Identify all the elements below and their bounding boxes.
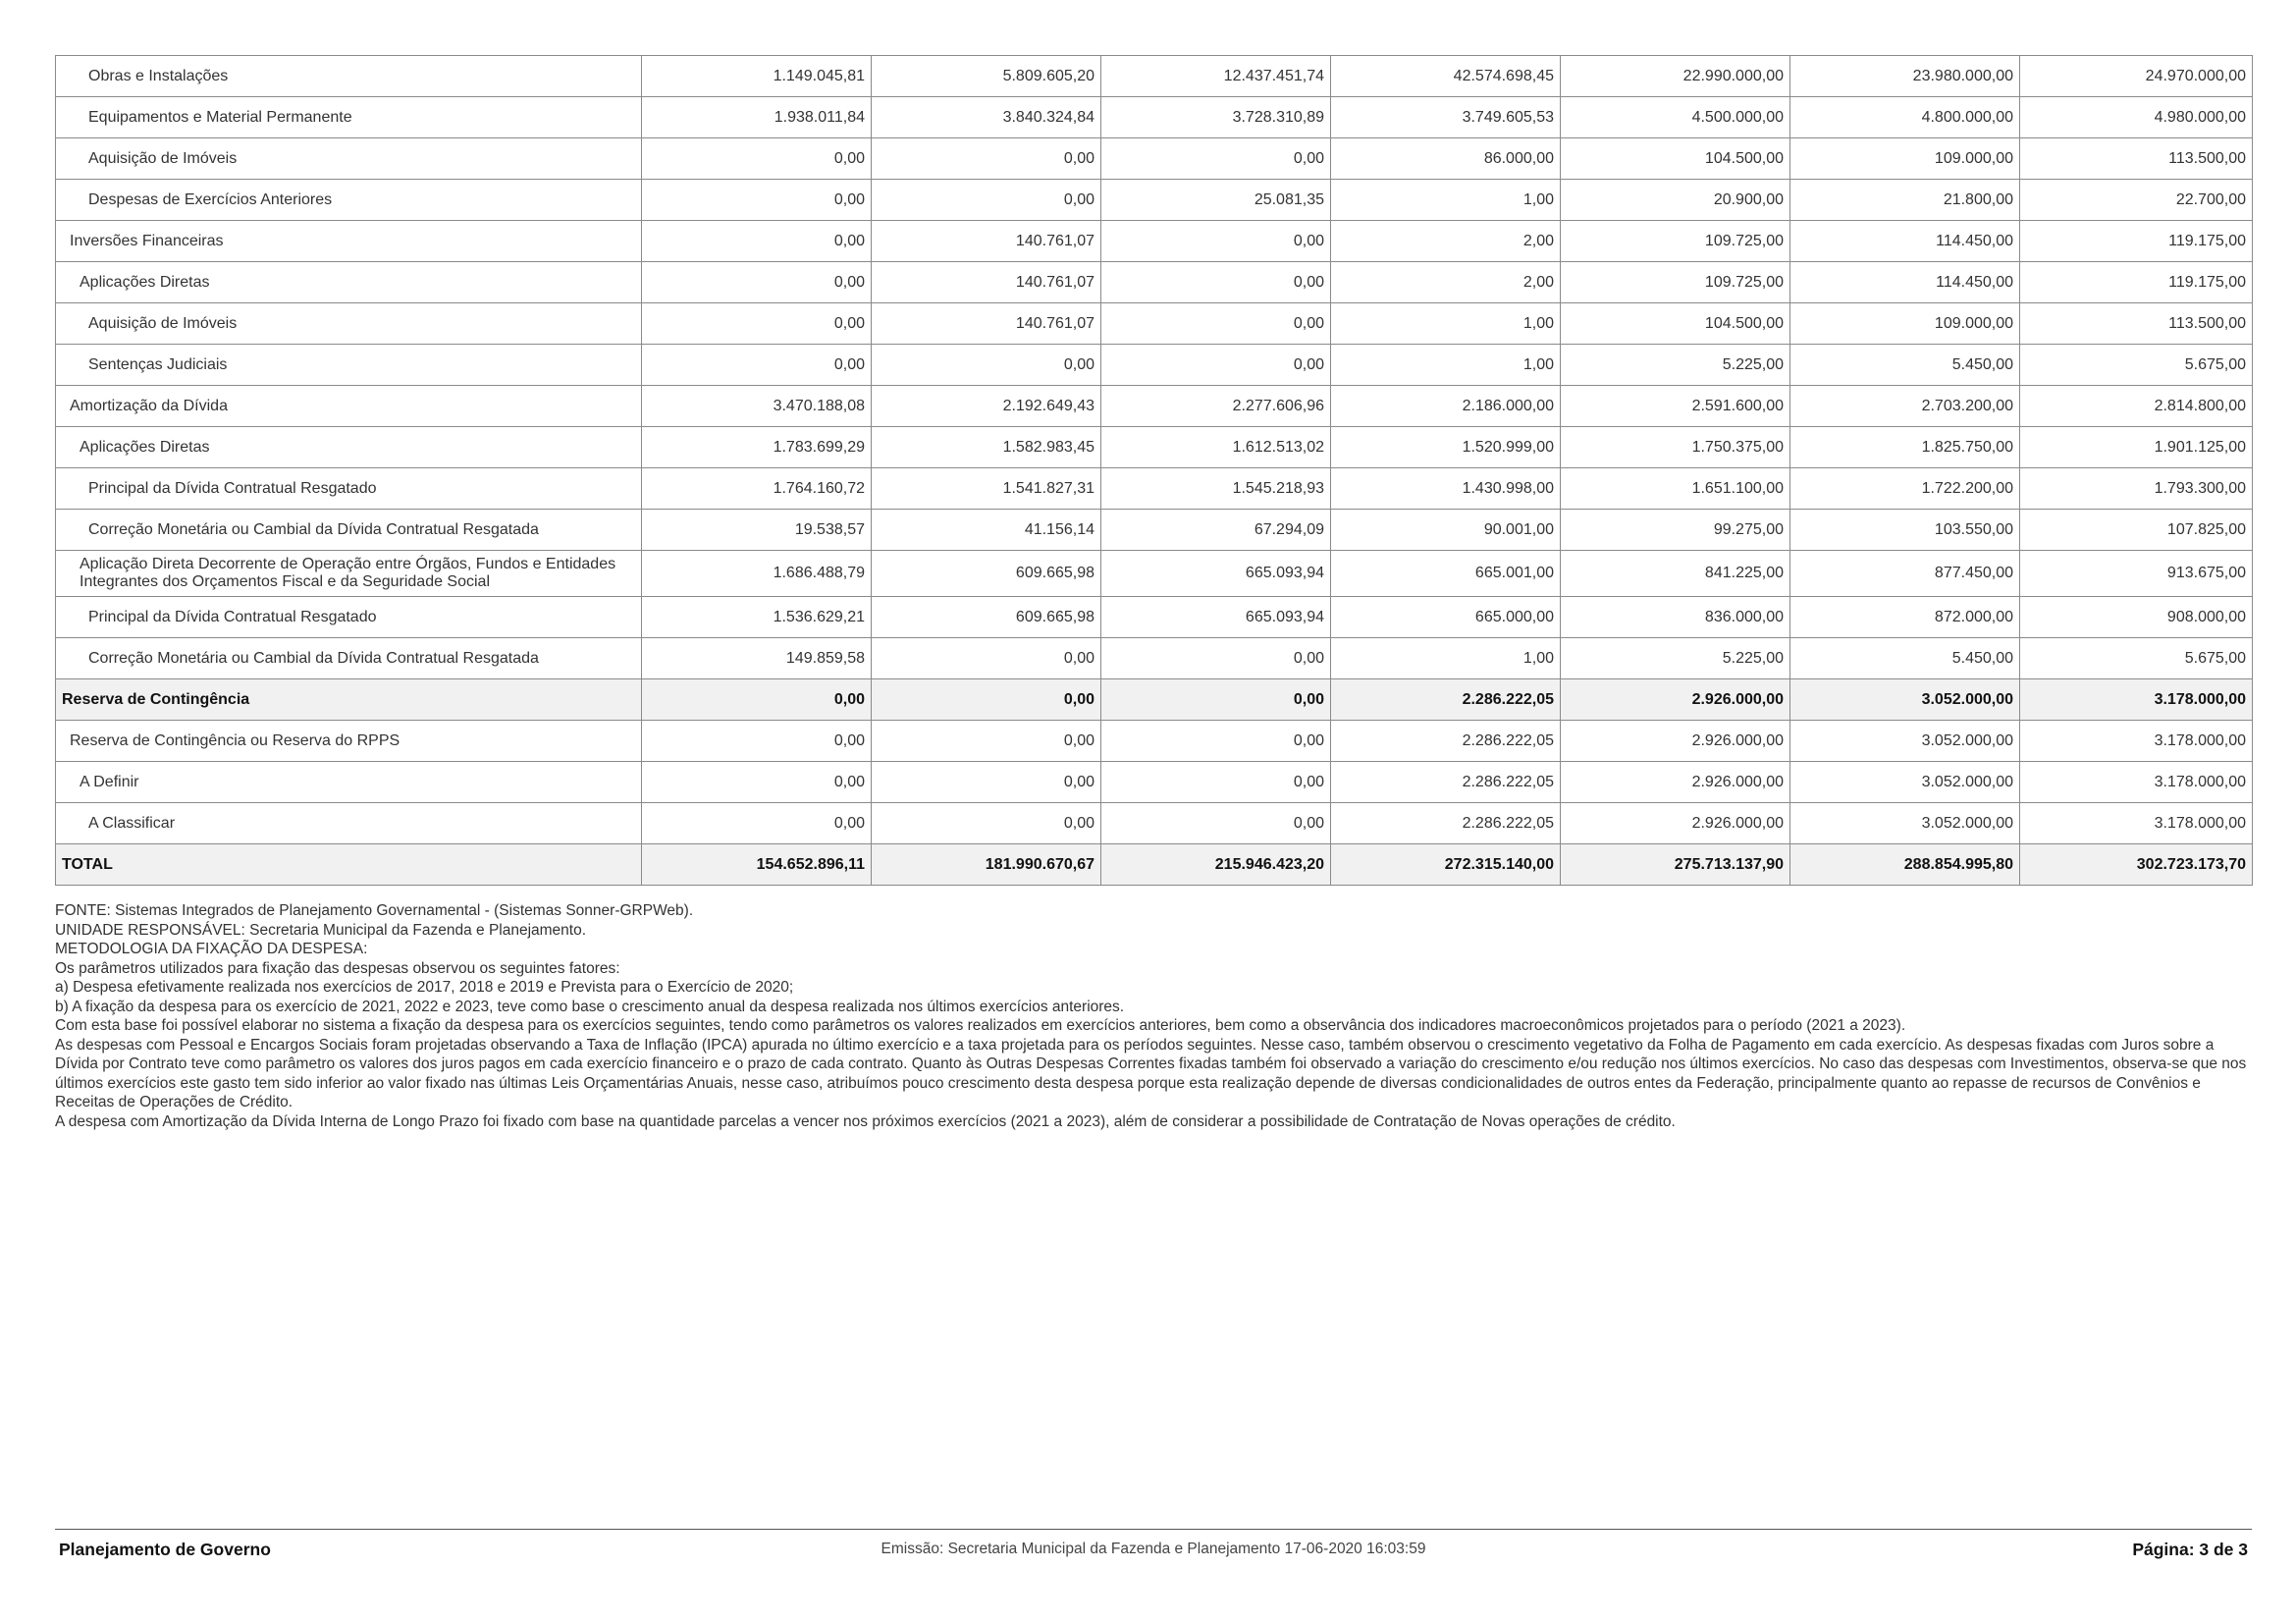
value-cell: 836.000,00	[1561, 597, 1790, 638]
table-row	[56, 221, 2253, 262]
footer-report-title: Planejamento de Governo	[59, 1540, 271, 1559]
value-cell: 2.286.222,05	[1331, 679, 1561, 721]
value-cell: 1.938.011,84	[642, 97, 872, 138]
value-cell: 1,00	[1331, 638, 1561, 679]
table-row	[56, 803, 2253, 844]
value-cell: 0,00	[642, 221, 872, 262]
row-label: Aplicação Direta Decorrente de Operação entre Órgãos, Fundos e Entidades Integrantes dos Orçamentos Fiscal e da Seguridade Social	[56, 551, 642, 597]
value-cell: 23.980.000,00	[1790, 56, 2020, 97]
value-cell: 0,00	[642, 345, 872, 386]
value-cell: 1.149.045,81	[642, 56, 872, 97]
value-cell: 0,00	[642, 180, 872, 221]
page-footer	[59, 1540, 2248, 1563]
value-cell: 0,00	[872, 638, 1101, 679]
value-cell: 1.536.629,21	[642, 597, 872, 638]
value-cell: 0,00	[642, 138, 872, 180]
value-cell: 908.000,00	[2020, 597, 2253, 638]
value-cell: 1,00	[1331, 180, 1561, 221]
row-label: A Classificar	[56, 803, 642, 844]
value-cell: 665.093,94	[1101, 551, 1331, 597]
value-cell: 12.437.451,74	[1101, 56, 1331, 97]
row-label: Correção Monetária ou Cambial da Dívida Contratual Resgatada	[56, 510, 642, 551]
value-cell: 20.900,00	[1561, 180, 1790, 221]
value-cell: 90.001,00	[1331, 510, 1561, 551]
value-cell: 0,00	[1101, 138, 1331, 180]
value-cell: 109.725,00	[1561, 221, 1790, 262]
note-line: Com esta base foi possível elaborar no sistema a fixação da despesa para os exercícios seguintes, tendo como parâmetros os valores realizados em exercícios anteriores, bem como a observância dos indicadores macroeconômicos projetados para o período (2021 a 2023).	[55, 1017, 1906, 1034]
note-line: A despesa com Amortização da Dívida Interna de Longo Prazo foi fixado com base na quantidade parcelas a vencer nos próximos exercícios (2021 a 2023), além de considerar a possibilidade de Contratação de Novas operações de crédito.	[55, 1112, 1676, 1130]
value-cell: 1.651.100,00	[1561, 468, 1790, 510]
value-cell: 665.093,94	[1101, 597, 1331, 638]
value-cell: 2.926.000,00	[1561, 803, 1790, 844]
row-label: Aplicações Diretas	[56, 427, 642, 468]
value-cell: 0,00	[1101, 262, 1331, 303]
value-cell: 107.825,00	[2020, 510, 2253, 551]
row-label: Reserva de Contingência	[56, 679, 642, 721]
value-cell: 109.000,00	[1790, 303, 2020, 345]
value-cell: 1.545.218,93	[1101, 468, 1331, 510]
footer-divider	[55, 1529, 2252, 1530]
value-cell: 5.675,00	[2020, 638, 2253, 679]
value-cell: 2.286.222,05	[1331, 762, 1561, 803]
methodology-notes	[55, 901, 2252, 1131]
value-cell: 0,00	[1101, 303, 1331, 345]
value-cell: 0,00	[642, 762, 872, 803]
value-cell: 113.500,00	[2020, 138, 2253, 180]
note-line: a) Despesa efetivamente realizada nos exercícios de 2017, 2018 e 2019 e Prevista para o Exercício de 2020;	[55, 979, 794, 996]
value-cell: 99.275,00	[1561, 510, 1790, 551]
value-cell: 0,00	[1101, 721, 1331, 762]
value-cell: 609.665,98	[872, 597, 1101, 638]
table-row	[56, 721, 2253, 762]
value-cell: 181.990.670,67	[872, 844, 1101, 886]
value-cell: 4.980.000,00	[2020, 97, 2253, 138]
value-cell: 114.450,00	[1790, 262, 2020, 303]
value-cell: 609.665,98	[872, 551, 1101, 597]
value-cell: 5.225,00	[1561, 638, 1790, 679]
value-cell: 3.178.000,00	[2020, 803, 2253, 844]
value-cell: 0,00	[1101, 679, 1331, 721]
value-cell: 1.541.827,31	[872, 468, 1101, 510]
row-label: Aquisição de Imóveis	[56, 138, 642, 180]
footer-page-number: Página: 3 de 3	[2132, 1540, 2248, 1559]
value-cell: 0,00	[872, 721, 1101, 762]
table-row	[56, 551, 2253, 597]
value-cell: 4.800.000,00	[1790, 97, 2020, 138]
row-label: Despesas de Exercícios Anteriores	[56, 180, 642, 221]
value-cell: 3.728.310,89	[1101, 97, 1331, 138]
table-row	[56, 844, 2253, 886]
value-cell: 119.175,00	[2020, 221, 2253, 262]
value-cell: 109.725,00	[1561, 262, 1790, 303]
value-cell: 0,00	[872, 762, 1101, 803]
value-cell: 1.686.488,79	[642, 551, 872, 597]
value-cell: 2.277.606,96	[1101, 386, 1331, 427]
value-cell: 0,00	[1101, 345, 1331, 386]
value-cell: 5.450,00	[1790, 345, 2020, 386]
value-cell: 877.450,00	[1790, 551, 2020, 597]
value-cell: 872.000,00	[1790, 597, 2020, 638]
row-label: Aquisição de Imóveis	[56, 303, 642, 345]
note-line: Os parâmetros utilizados para fixação das despesas observou os seguintes fatores:	[55, 959, 620, 977]
value-cell: 1,00	[1331, 303, 1561, 345]
value-cell: 2.186.000,00	[1331, 386, 1561, 427]
value-cell: 2,00	[1331, 262, 1561, 303]
row-label: Equipamentos e Material Permanente	[56, 97, 642, 138]
note-line: METODOLOGIA DA FIXAÇÃO DA DESPESA:	[55, 941, 368, 957]
row-label: TOTAL	[56, 844, 642, 886]
value-cell: 86.000,00	[1331, 138, 1561, 180]
value-cell: 302.723.173,70	[2020, 844, 2253, 886]
value-cell: 140.761,07	[872, 221, 1101, 262]
value-cell: 42.574.698,45	[1331, 56, 1561, 97]
value-cell: 841.225,00	[1561, 551, 1790, 597]
value-cell: 0,00	[872, 180, 1101, 221]
value-cell: 2,00	[1331, 221, 1561, 262]
value-cell: 0,00	[872, 803, 1101, 844]
value-cell: 41.156,14	[872, 510, 1101, 551]
value-cell: 1.430.998,00	[1331, 468, 1561, 510]
footer-emission-info: Emissão: Secretaria Municipal da Fazenda e Planejamento 17-06-2020 16:03:59	[881, 1541, 1426, 1557]
value-cell: 0,00	[1101, 762, 1331, 803]
value-cell: 665.000,00	[1331, 597, 1561, 638]
note-line: UNIDADE RESPONSÁVEL: Secretaria Municipal da Fazenda e Planejamento.	[55, 921, 587, 939]
value-cell: 2.286.222,05	[1331, 803, 1561, 844]
table-row	[56, 97, 2253, 138]
value-cell: 3.178.000,00	[2020, 679, 2253, 721]
value-cell: 2.926.000,00	[1561, 721, 1790, 762]
value-cell: 25.081,35	[1101, 180, 1331, 221]
value-cell: 5.809.605,20	[872, 56, 1101, 97]
value-cell: 5.675,00	[2020, 345, 2253, 386]
value-cell: 113.500,00	[2020, 303, 2253, 345]
value-cell: 3.470.188,08	[642, 386, 872, 427]
value-cell: 140.761,07	[872, 303, 1101, 345]
note-line: As despesas com Pessoal e Encargos Sociais foram projetadas observando a Taxa de Inflação (IPCA) apurada no último exercício e a taxa projetada para os períodos seguintes. Nesse caso, também observou o crescimento vegetativo da Folha de Pagamento em cada exercício. As despesas fixadas com Juros sobre a Dívida por Contrato teve como parâmetro os valores dos juros pagos em cada exercício financeiro e o prazo de cada contrato. Quanto às Outras Despesas Correntes fixadas também foi observado a variação do crescimento e/ou redução nos últimos exercícios. No caso das despesas com Investimentos, observa-se que nos últimos exercícios este gasto tem sido inferior ao valor fixado nas últimas Leis Orçamentárias Anuais, nesse caso, atribuímos pouco crescimento desta despesa porque esta realização depende de diversas condicionalidades de outros entes da Federação, principalmente quanto ao repasse de recursos de Convênios e Receitas de Operações de Crédito.	[55, 1036, 2247, 1110]
table-row	[56, 345, 2253, 386]
value-cell: 22.700,00	[2020, 180, 2253, 221]
value-cell: 2.926.000,00	[1561, 762, 1790, 803]
value-cell: 5.450,00	[1790, 638, 2020, 679]
value-cell: 0,00	[872, 345, 1101, 386]
row-label: Principal da Dívida Contratual Resgatado	[56, 597, 642, 638]
row-label: Obras e Instalações	[56, 56, 642, 97]
value-cell: 104.500,00	[1561, 303, 1790, 345]
row-label: Aplicações Diretas	[56, 262, 642, 303]
value-cell: 3.052.000,00	[1790, 803, 2020, 844]
expense-table-body	[56, 56, 2253, 886]
value-cell: 1.901.125,00	[2020, 427, 2253, 468]
value-cell: 0,00	[642, 262, 872, 303]
value-cell: 2.591.600,00	[1561, 386, 1790, 427]
value-cell: 288.854.995,80	[1790, 844, 2020, 886]
table-row	[56, 56, 2253, 97]
value-cell: 149.859,58	[642, 638, 872, 679]
table-row	[56, 180, 2253, 221]
value-cell: 140.761,07	[872, 262, 1101, 303]
value-cell: 119.175,00	[2020, 262, 2253, 303]
value-cell: 0,00	[1101, 638, 1331, 679]
value-cell: 913.675,00	[2020, 551, 2253, 597]
note-line: FONTE: Sistemas Integrados de Planejamento Governamental - (Sistemas Sonner-GRPWeb).	[55, 902, 694, 919]
value-cell: 0,00	[642, 721, 872, 762]
value-cell: 3.178.000,00	[2020, 762, 2253, 803]
value-cell: 1.612.513,02	[1101, 427, 1331, 468]
value-cell: 0,00	[642, 303, 872, 345]
value-cell: 2.286.222,05	[1331, 721, 1561, 762]
value-cell: 5.225,00	[1561, 345, 1790, 386]
value-cell: 1.520.999,00	[1331, 427, 1561, 468]
value-cell: 0,00	[1101, 803, 1331, 844]
value-cell: 1.793.300,00	[2020, 468, 2253, 510]
value-cell: 3.052.000,00	[1790, 762, 2020, 803]
value-cell: 3.052.000,00	[1790, 721, 2020, 762]
table-row	[56, 427, 2253, 468]
value-cell: 272.315.140,00	[1331, 844, 1561, 886]
value-cell: 215.946.423,20	[1101, 844, 1331, 886]
value-cell: 103.550,00	[1790, 510, 2020, 551]
value-cell: 2.926.000,00	[1561, 679, 1790, 721]
value-cell: 21.800,00	[1790, 180, 2020, 221]
value-cell: 0,00	[642, 679, 872, 721]
value-cell: 2.703.200,00	[1790, 386, 2020, 427]
table-row	[56, 468, 2253, 510]
value-cell: 1,00	[1331, 345, 1561, 386]
value-cell: 0,00	[872, 679, 1101, 721]
value-cell: 114.450,00	[1790, 221, 2020, 262]
expense-table	[55, 55, 2253, 886]
table-row	[56, 679, 2253, 721]
table-row	[56, 303, 2253, 345]
note-line: b) A fixação da despesa para os exercício de 2021, 2022 e 2023, teve como base o crescimento anual da despesa realizada nos últimos exercícios anteriores.	[55, 998, 1125, 1015]
row-label: A Definir	[56, 762, 642, 803]
value-cell: 24.970.000,00	[2020, 56, 2253, 97]
row-label: Inversões Financeiras	[56, 221, 642, 262]
value-cell: 67.294,09	[1101, 510, 1331, 551]
value-cell: 1.783.699,29	[642, 427, 872, 468]
value-cell: 2.814.800,00	[2020, 386, 2253, 427]
value-cell: 154.652.896,11	[642, 844, 872, 886]
value-cell: 1.722.200,00	[1790, 468, 2020, 510]
value-cell: 1.750.375,00	[1561, 427, 1790, 468]
value-cell: 1.825.750,00	[1790, 427, 2020, 468]
value-cell: 104.500,00	[1561, 138, 1790, 180]
value-cell: 3.052.000,00	[1790, 679, 2020, 721]
row-label: Sentenças Judiciais	[56, 345, 642, 386]
row-label: Amortização da Dívida	[56, 386, 642, 427]
value-cell: 1.764.160,72	[642, 468, 872, 510]
row-label: Correção Monetária ou Cambial da Dívida Contratual Resgatada	[56, 638, 642, 679]
value-cell: 4.500.000,00	[1561, 97, 1790, 138]
value-cell: 0,00	[1101, 221, 1331, 262]
value-cell: 3.178.000,00	[2020, 721, 2253, 762]
value-cell: 665.001,00	[1331, 551, 1561, 597]
table-row	[56, 510, 2253, 551]
value-cell: 0,00	[872, 138, 1101, 180]
value-cell: 3.840.324,84	[872, 97, 1101, 138]
value-cell: 22.990.000,00	[1561, 56, 1790, 97]
value-cell: 2.192.649,43	[872, 386, 1101, 427]
value-cell: 19.538,57	[642, 510, 872, 551]
row-label: Reserva de Contingência ou Reserva do RPPS	[56, 721, 642, 762]
value-cell: 109.000,00	[1790, 138, 2020, 180]
table-row	[56, 386, 2253, 427]
value-cell: 0,00	[642, 803, 872, 844]
table-row	[56, 638, 2253, 679]
table-row	[56, 262, 2253, 303]
table-row	[56, 138, 2253, 180]
row-label: Principal da Dívida Contratual Resgatado	[56, 468, 642, 510]
table-row	[56, 762, 2253, 803]
value-cell: 275.713.137,90	[1561, 844, 1790, 886]
value-cell: 1.582.983,45	[872, 427, 1101, 468]
table-row	[56, 597, 2253, 638]
value-cell: 3.749.605,53	[1331, 97, 1561, 138]
